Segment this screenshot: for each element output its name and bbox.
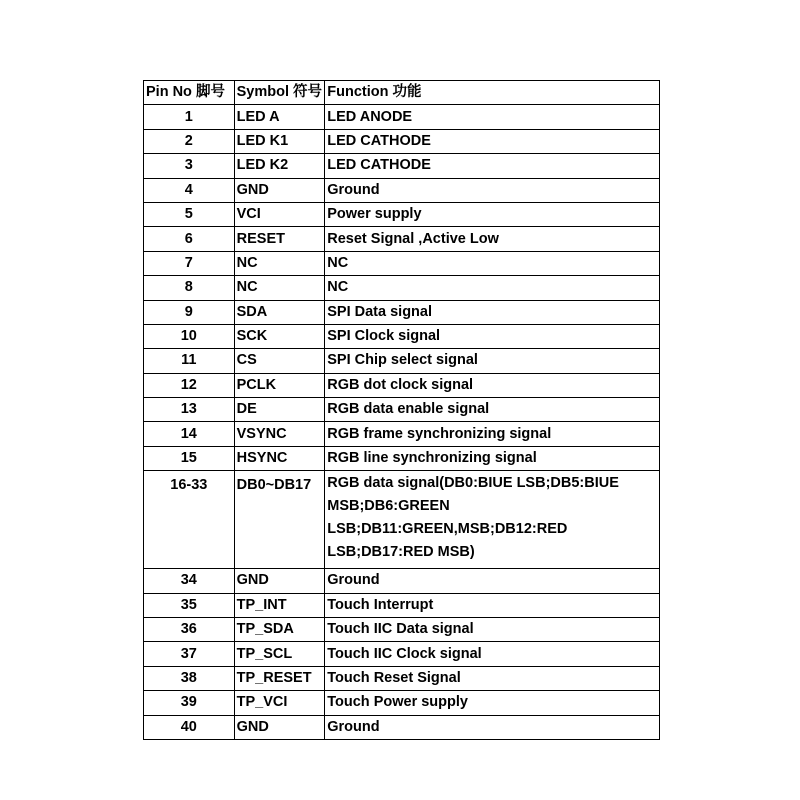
- pin-cell: 11: [144, 349, 235, 373]
- table-row: [144, 666, 660, 690]
- symbol-cell: SDA: [234, 300, 325, 324]
- table-row: [144, 202, 660, 226]
- pin-cell: 14: [144, 422, 235, 446]
- pin-cell: 35: [144, 593, 235, 617]
- function-line: MSB;DB6:GREEN LSB;DB11:GREEN,MSB;DB12:RED: [327, 498, 568, 538]
- function-cell: [325, 471, 660, 569]
- table-row: [144, 227, 660, 251]
- table-row: [144, 324, 660, 348]
- table-row: [144, 471, 660, 569]
- pin-cell: 10: [144, 324, 235, 348]
- symbol-cell: GND: [234, 569, 325, 593]
- table-row: [144, 300, 660, 324]
- function-cell: Touch IIC Clock signal: [325, 642, 660, 666]
- pin-cell: 12: [144, 373, 235, 397]
- function-cell: NC: [325, 276, 660, 300]
- pin-cell: 39: [144, 691, 235, 715]
- pin-cell: 1: [144, 105, 235, 129]
- function-cell: SPI Chip select signal: [325, 349, 660, 373]
- function-cell: Touch IIC Data signal: [325, 618, 660, 642]
- symbol-cell: TP_RESET: [234, 666, 325, 690]
- symbol-cell: RESET: [234, 227, 325, 251]
- function-cell: Ground: [325, 715, 660, 739]
- function-cell: NC: [325, 251, 660, 275]
- symbol-cell: TP_VCI: [234, 691, 325, 715]
- function-cell: LED ANODE: [325, 105, 660, 129]
- symbol-cell: DB0~DB17: [234, 471, 325, 569]
- pin-cell: 7: [144, 251, 235, 275]
- header-function: Function 功能: [325, 81, 660, 105]
- pin-cell: 3: [144, 154, 235, 178]
- table-row: [144, 178, 660, 202]
- function-cell: RGB frame synchronizing signal: [325, 422, 660, 446]
- table-row: [144, 129, 660, 153]
- pin-cell: 40: [144, 715, 235, 739]
- pin-cell: 8: [144, 276, 235, 300]
- pin-cell: 36: [144, 618, 235, 642]
- pin-cell: 37: [144, 642, 235, 666]
- pin-cell: 5: [144, 202, 235, 226]
- symbol-cell: VSYNC: [234, 422, 325, 446]
- function-cell: LED CATHODE: [325, 129, 660, 153]
- function-cell: RGB line synchronizing signal: [325, 446, 660, 470]
- symbol-cell: GND: [234, 178, 325, 202]
- table-row: [144, 398, 660, 422]
- pin-cell: 4: [144, 178, 235, 202]
- symbol-cell: SCK: [234, 324, 325, 348]
- table-row: [144, 105, 660, 129]
- function-cell: Touch Reset Signal: [325, 666, 660, 690]
- pin-cell: 9: [144, 300, 235, 324]
- table-row: [144, 618, 660, 642]
- header-pin: Pin No 脚号: [144, 81, 235, 105]
- function-cell: Ground: [325, 569, 660, 593]
- function-cell: SPI Clock signal: [325, 324, 660, 348]
- pin-cell: 13: [144, 398, 235, 422]
- function-cell: Reset Signal ,Active Low: [325, 227, 660, 251]
- table-row: [144, 691, 660, 715]
- pin-cell: 38: [144, 666, 235, 690]
- symbol-cell: LED K1: [234, 129, 325, 153]
- symbol-cell: GND: [234, 715, 325, 739]
- function-cell: Ground: [325, 178, 660, 202]
- symbol-cell: TP_INT: [234, 593, 325, 617]
- symbol-cell: NC: [234, 251, 325, 275]
- table-row: [144, 642, 660, 666]
- function-line: LSB;DB17:RED MSB): [327, 544, 475, 561]
- table-row: [144, 276, 660, 300]
- symbol-cell: LED K2: [234, 154, 325, 178]
- symbol-cell: TP_SDA: [234, 618, 325, 642]
- table-row: [144, 251, 660, 275]
- table-row: [144, 569, 660, 593]
- symbol-cell: TP_SCL: [234, 642, 325, 666]
- header-row: [144, 81, 660, 105]
- header-symbol: Symbol 符号: [234, 81, 325, 105]
- table-row: [144, 593, 660, 617]
- pin-cell: 16-33: [144, 471, 235, 569]
- pin-cell: 15: [144, 446, 235, 470]
- pin-definition-table: [143, 80, 660, 740]
- symbol-cell: CS: [234, 349, 325, 373]
- symbol-cell: DE: [234, 398, 325, 422]
- table-row: [144, 422, 660, 446]
- function-cell: LED CATHODE: [325, 154, 660, 178]
- function-cell: SPI Data signal: [325, 300, 660, 324]
- function-cell: Touch Interrupt: [325, 593, 660, 617]
- table-row: [144, 154, 660, 178]
- pin-cell: 6: [144, 227, 235, 251]
- table-row: [144, 715, 660, 739]
- table-row: [144, 349, 660, 373]
- function-cell: RGB dot clock signal: [325, 373, 660, 397]
- table-body: [144, 105, 660, 740]
- table-row: [144, 373, 660, 397]
- pin-cell: 2: [144, 129, 235, 153]
- function-cell: Touch Power supply: [325, 691, 660, 715]
- pin-cell: 34: [144, 569, 235, 593]
- symbol-cell: NC: [234, 276, 325, 300]
- table-row: [144, 446, 660, 470]
- function-cell: Power supply: [325, 202, 660, 226]
- function-line: RGB data signal(DB0:BIUE LSB;DB5:BIUE: [327, 475, 619, 492]
- symbol-cell: PCLK: [234, 373, 325, 397]
- symbol-cell: HSYNC: [234, 446, 325, 470]
- symbol-cell: VCI: [234, 202, 325, 226]
- function-cell: RGB data enable signal: [325, 398, 660, 422]
- symbol-cell: LED A: [234, 105, 325, 129]
